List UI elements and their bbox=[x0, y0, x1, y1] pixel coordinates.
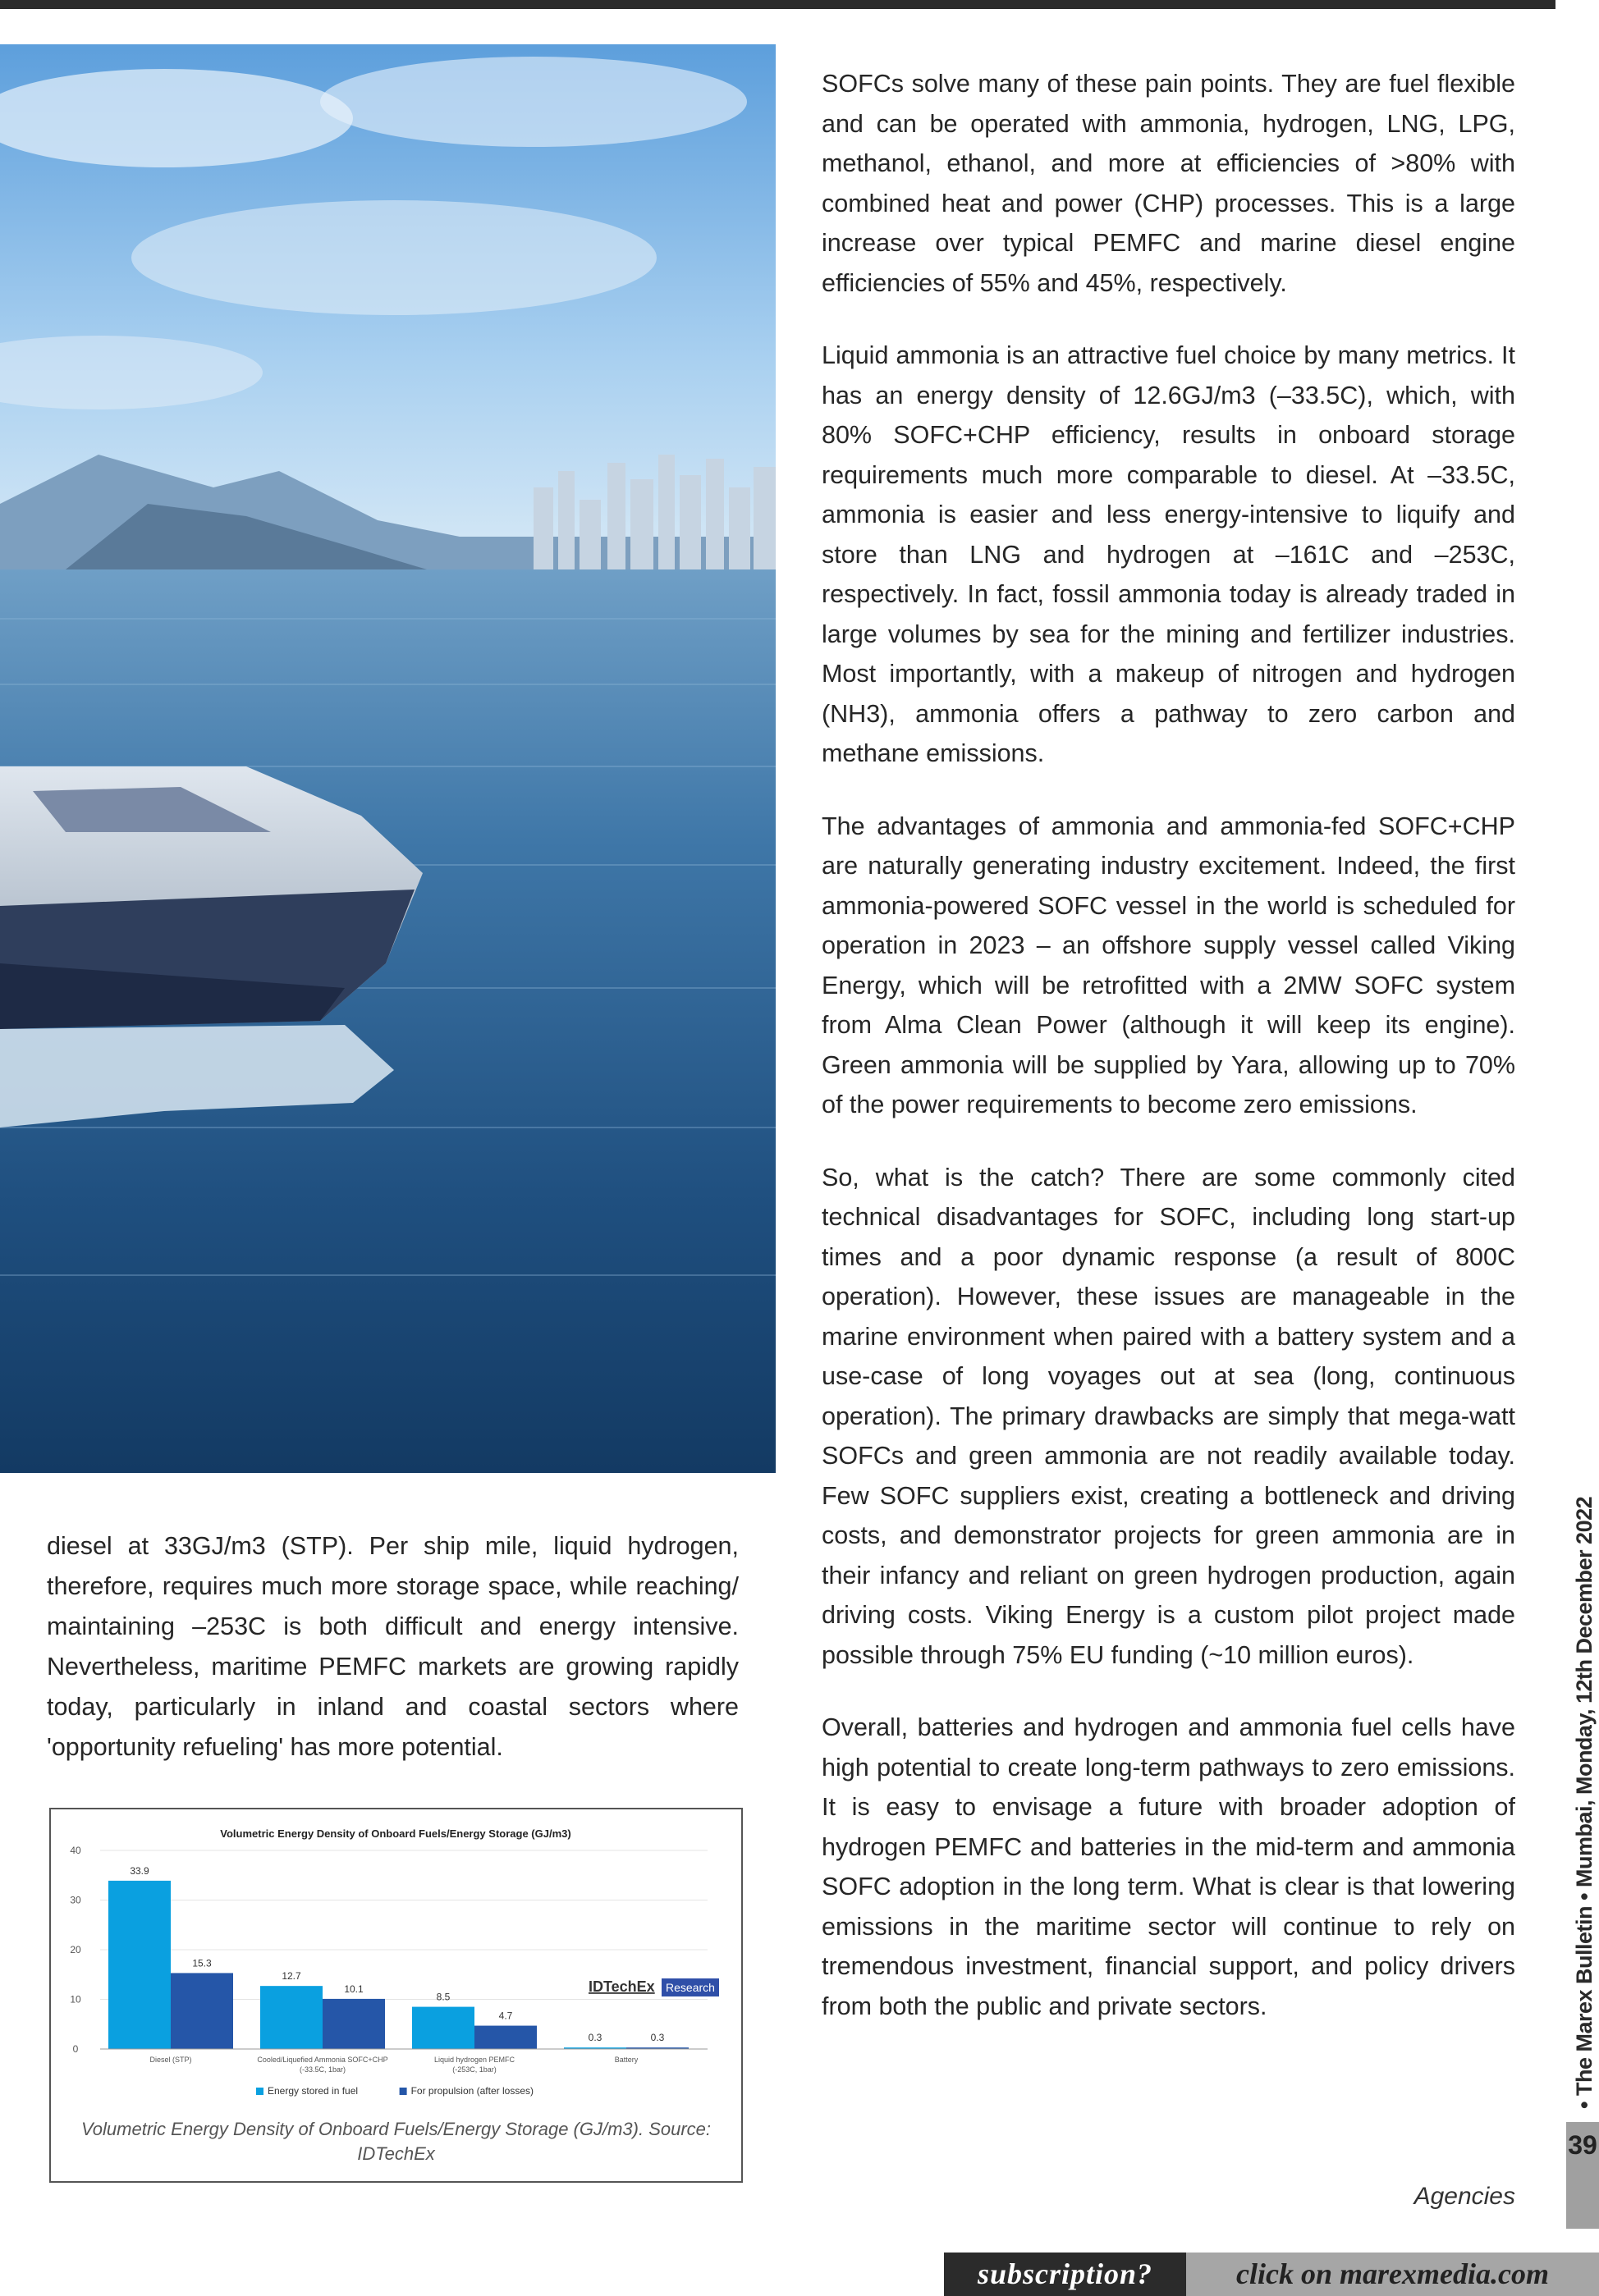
bar bbox=[108, 1881, 171, 2049]
ship-photo bbox=[0, 44, 776, 1473]
y-tick-label: 30 bbox=[70, 1894, 81, 1906]
energy-density-chart-figure bbox=[49, 1808, 743, 2183]
x-tick-label: Liquid hydrogen PEMFC bbox=[433, 2056, 515, 2064]
bar-data-label: 0.3 bbox=[650, 2032, 665, 2044]
chart-caption: Volumetric Energy Density of Onboard Fuels/Energy Storage (GJ/m3). Source: IDTechEx bbox=[80, 2119, 712, 2164]
idtechex-logo-research: Research bbox=[666, 1981, 715, 1994]
article-paragraph: Overall, batteries and hydrogen and ammonia fuel cells have high potential to create long-term pathways to zero emissions. It is easy to envisage a future with broader adoption of hydrogen PEMFC and batteries in the mid-term and ammonia SOFC adoption in the long term. What is clear is that lowering emissions in the maritime sector will continue to rely on tremendous investment, financial support, and policy drivers from both the public and private sectors. bbox=[822, 1713, 1515, 2020]
article-left-column bbox=[47, 1526, 739, 1768]
legend-label: For propulsion (after losses) bbox=[410, 2085, 534, 2097]
bar-data-label: 33.9 bbox=[130, 1864, 149, 1877]
article-paragraph: So, what is the catch? There are some commonly cited technical disadvantages for SOFC, including long start-up times and a poor dynamic response (a result of 800C operation). However, these issues are manageable in the marine environment when paired with a battery system and a use-case of long voyages out at sea (long, continuous operation). The primary drawbacks are simply that mega-watt SOFCs and green ammonia are not readily available today. Few SOFC suppliers exist, creating a bottleneck and driving costs, and demonstrator projects for green ammonia are in their infancy and reliant on green hydrogen production, again driving costs. Viking Energy is a custom pilot project made possible through 75% EU funding (~10 million euros). bbox=[822, 1163, 1515, 1669]
article-right-column bbox=[822, 64, 1515, 2059]
bar-data-label: 12.7 bbox=[282, 1970, 301, 1983]
idtechex-logo-text: IDTechEx bbox=[589, 1978, 655, 1995]
chart-title: Volumetric Energy Density of Onboard Fuels/Energy Storage (GJ/m3) bbox=[220, 1827, 571, 1840]
bar bbox=[171, 1973, 233, 2049]
article-paragraph: The advantages of ammonia and ammonia-fed SOFC+CHP are naturally generating industry excitement. Indeed, the first ammonia-powered SOFC vessel in the world is scheduled for operation in 2023 – an offshore supply vessel called Viking Energy, which will be retrofitted with a 2MW SOFC system from Alma Clean Power (although it will keep its engine). Green ammonia will be supplied by Yara, allowing up to 70% of the power requirements to become zero emissions. bbox=[822, 812, 1515, 1118]
marexmedia-link[interactable]: click on marexmedia.com bbox=[1186, 2253, 1599, 2296]
y-tick-label: 40 bbox=[70, 1845, 81, 1856]
y-tick-label: 10 bbox=[70, 1993, 81, 2006]
top-bar bbox=[0, 0, 1555, 9]
bar-data-label: 0.3 bbox=[588, 2032, 602, 2044]
bar-data-label: 8.5 bbox=[436, 1991, 451, 2003]
bar bbox=[323, 1999, 385, 2049]
article-credit: Agencies bbox=[1413, 2183, 1515, 2210]
x-tick-label: (-253C, 1bar) bbox=[452, 2065, 497, 2074]
legend-swatch bbox=[400, 2088, 407, 2095]
x-tick-label: (-33.5C, 1bar) bbox=[299, 2065, 346, 2074]
bar bbox=[474, 2026, 537, 2049]
bar-data-label: 4.7 bbox=[498, 2010, 513, 2022]
page-number: 39 bbox=[1566, 2122, 1599, 2229]
bar-data-label: 15.3 bbox=[192, 1957, 212, 1969]
x-tick-label: Battery bbox=[614, 2056, 639, 2064]
x-tick-label: Cooled/Liquefied Ammonia SOFC+CHP bbox=[257, 2056, 388, 2064]
energy-density-chart bbox=[51, 1809, 741, 2113]
article-paragraph: diesel at 33GJ/m3 (STP). Per ship mile, liquid hydrogen, therefore, requires much more storage space, while reaching/ maintaining –253C is both difficult and energy intensive. Nevertheless, maritime PEMFC markets are growing rapidly today, particularly in inland and coastal sectors where 'opportunity refueling' has more potential. bbox=[47, 1532, 739, 1761]
publication-sidebar-text: • The Marex Bulletin • Mumbai, Monday, 12th December 2022 bbox=[1572, 1496, 1597, 2109]
bar bbox=[260, 1986, 323, 2049]
bar bbox=[412, 2007, 474, 2049]
legend-swatch bbox=[256, 2088, 263, 2095]
legend-label: Energy stored in fuel bbox=[268, 2085, 359, 2097]
bar-data-label: 10.1 bbox=[344, 1983, 364, 1995]
x-tick-label: Diesel (STP) bbox=[149, 2056, 192, 2064]
article-paragraph: Liquid ammonia is an attractive fuel choice by many metrics. It has an energy density of 12.6GJ/m3 (–33.5C), which, with 80% SOFC+CHP efficiency, results in onboard storage requirements much more comparable to diesel. At –33.5C, ammonia is easier and less energy-intensive to liquify and store than LNG and hydrogen at –161C and –253C, respectively. In fact, fossil ammonia today is already traded in large volumes by sea for the mining and fertilizer industries. Most importantly, with a makeup of nitrogen and hydrogen (NH3), ammonia offers a pathway to zero carbon and methane emissions. bbox=[822, 341, 1515, 767]
subscription-banner[interactable]: subscription? bbox=[944, 2253, 1186, 2296]
y-tick-label: 0 bbox=[72, 2043, 79, 2055]
y-tick-label: 20 bbox=[70, 1944, 81, 1955]
article-paragraph: SOFCs solve many of these pain points. They are fuel flexible and can be operated with ammonia, hydrogen, LNG, LPG, methanol, ethanol, and more at efficiencies of >80% with combined heat and power (CHP) processes. This is a large increase over typical PEMFC and marine diesel engine efficiencies of 55% and 45%, respectively. bbox=[822, 70, 1515, 297]
